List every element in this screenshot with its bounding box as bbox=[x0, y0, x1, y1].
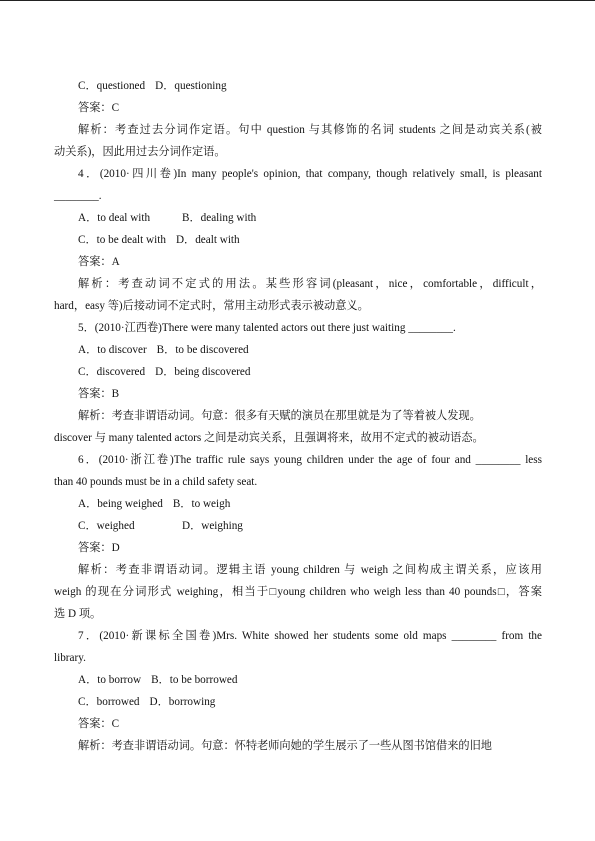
question-5-stem: 5．(2010·江西卷)There were many talented actors out there just waiting ________. bbox=[78, 322, 456, 334]
answer-line: 答案：A bbox=[78, 256, 120, 268]
option-d: D．being discovered bbox=[155, 366, 251, 378]
option-b: B．dealing with bbox=[182, 212, 257, 224]
option-d: D．dealt with bbox=[175, 234, 240, 246]
question-7-stem: 7．(2010·新课标全国卷)Mrs. White showed her students some old maps ________ from the bbox=[78, 630, 542, 642]
option-c: C．weighed bbox=[78, 520, 135, 532]
option-a: A．to borrow bbox=[78, 674, 142, 686]
option-row bbox=[78, 211, 256, 225]
explanation-line: 解析：考查非谓语动词。句意：怀特老师向她的学生展示了一些从图书馆借来的旧地 bbox=[78, 740, 492, 752]
option-row bbox=[78, 343, 249, 357]
explanation-line: 动关系)，因此用过去分词作定语。 bbox=[54, 146, 226, 158]
question-6-stem: 6．(2010·浙江卷)The traffic rule says young children under the age of four and ________ less bbox=[78, 454, 542, 466]
explanation-line: 解析：考查动词不定式的用法。某些形容词(pleasant，nice，comfortable，difficult， bbox=[78, 278, 542, 290]
option-row bbox=[78, 519, 243, 533]
answer-line: 答案：B bbox=[78, 388, 120, 400]
explanation-line: 解析：考查非谓语动词。句意：很多有天赋的演员在那里就是为了等着被人发现。 bbox=[78, 410, 481, 422]
answer-line: 答案：D bbox=[78, 542, 120, 554]
option-c: C．discovered bbox=[78, 366, 146, 378]
option-b: B．to be discovered bbox=[156, 344, 249, 356]
explanation-line: discover 与 many talented actors 之间是动宾关系，且强调将来，故用不定式的被动语态。 bbox=[54, 432, 484, 444]
option-b: B．to weigh bbox=[172, 498, 231, 510]
option-d: D．borrowing bbox=[149, 696, 216, 708]
explanation-line: hard，easy 等)后接动词不定式时，常用主动形式表示被动意义。 bbox=[54, 300, 369, 312]
option-d: D．weighing bbox=[182, 520, 243, 532]
option-b: B．to be borrowed bbox=[151, 674, 238, 686]
answer-line: 答案：C bbox=[78, 102, 120, 114]
answer-line: 答案：C bbox=[78, 718, 120, 730]
explanation-line: 解析：考查非谓语动词。逻辑主语 young children 与 weigh 之间构成主谓关系，应该用 bbox=[78, 564, 542, 576]
option-row bbox=[78, 695, 215, 709]
option-row bbox=[78, 497, 230, 511]
question-4-blank: ________. bbox=[54, 190, 102, 202]
option-d: D．questioning bbox=[155, 80, 227, 92]
option-a: A．to discover bbox=[78, 344, 147, 356]
option-row bbox=[78, 365, 251, 379]
option-c: C．to be dealt with bbox=[78, 234, 166, 246]
option-a: A．to deal with bbox=[78, 212, 151, 224]
explanation-line: weigh 的现在分词形式 weighing，相当于□young children who weigh less than 40 pounds□，答案 bbox=[54, 586, 542, 598]
option-row bbox=[78, 233, 240, 247]
option-row bbox=[78, 79, 227, 93]
explanation-line: 解析：考查过去分词作定语。句中 question 与其修饰的名词 students 之间是动宾关系(被 bbox=[78, 124, 542, 136]
option-c: C．questioned bbox=[78, 80, 146, 92]
option-a: A．being weighed bbox=[78, 498, 163, 510]
option-c: C．borrowed bbox=[78, 696, 140, 708]
question-7-stem-cont: library. bbox=[54, 652, 86, 664]
explanation-line: 选 D 项。 bbox=[54, 608, 102, 620]
question-6-stem-cont: than 40 pounds must be in a child safety seat. bbox=[54, 476, 258, 488]
option-row bbox=[78, 673, 237, 687]
question-4-stem: 4．(2010·四川卷)In many people's opinion, that company, though relatively small, is pleasant bbox=[78, 168, 542, 180]
